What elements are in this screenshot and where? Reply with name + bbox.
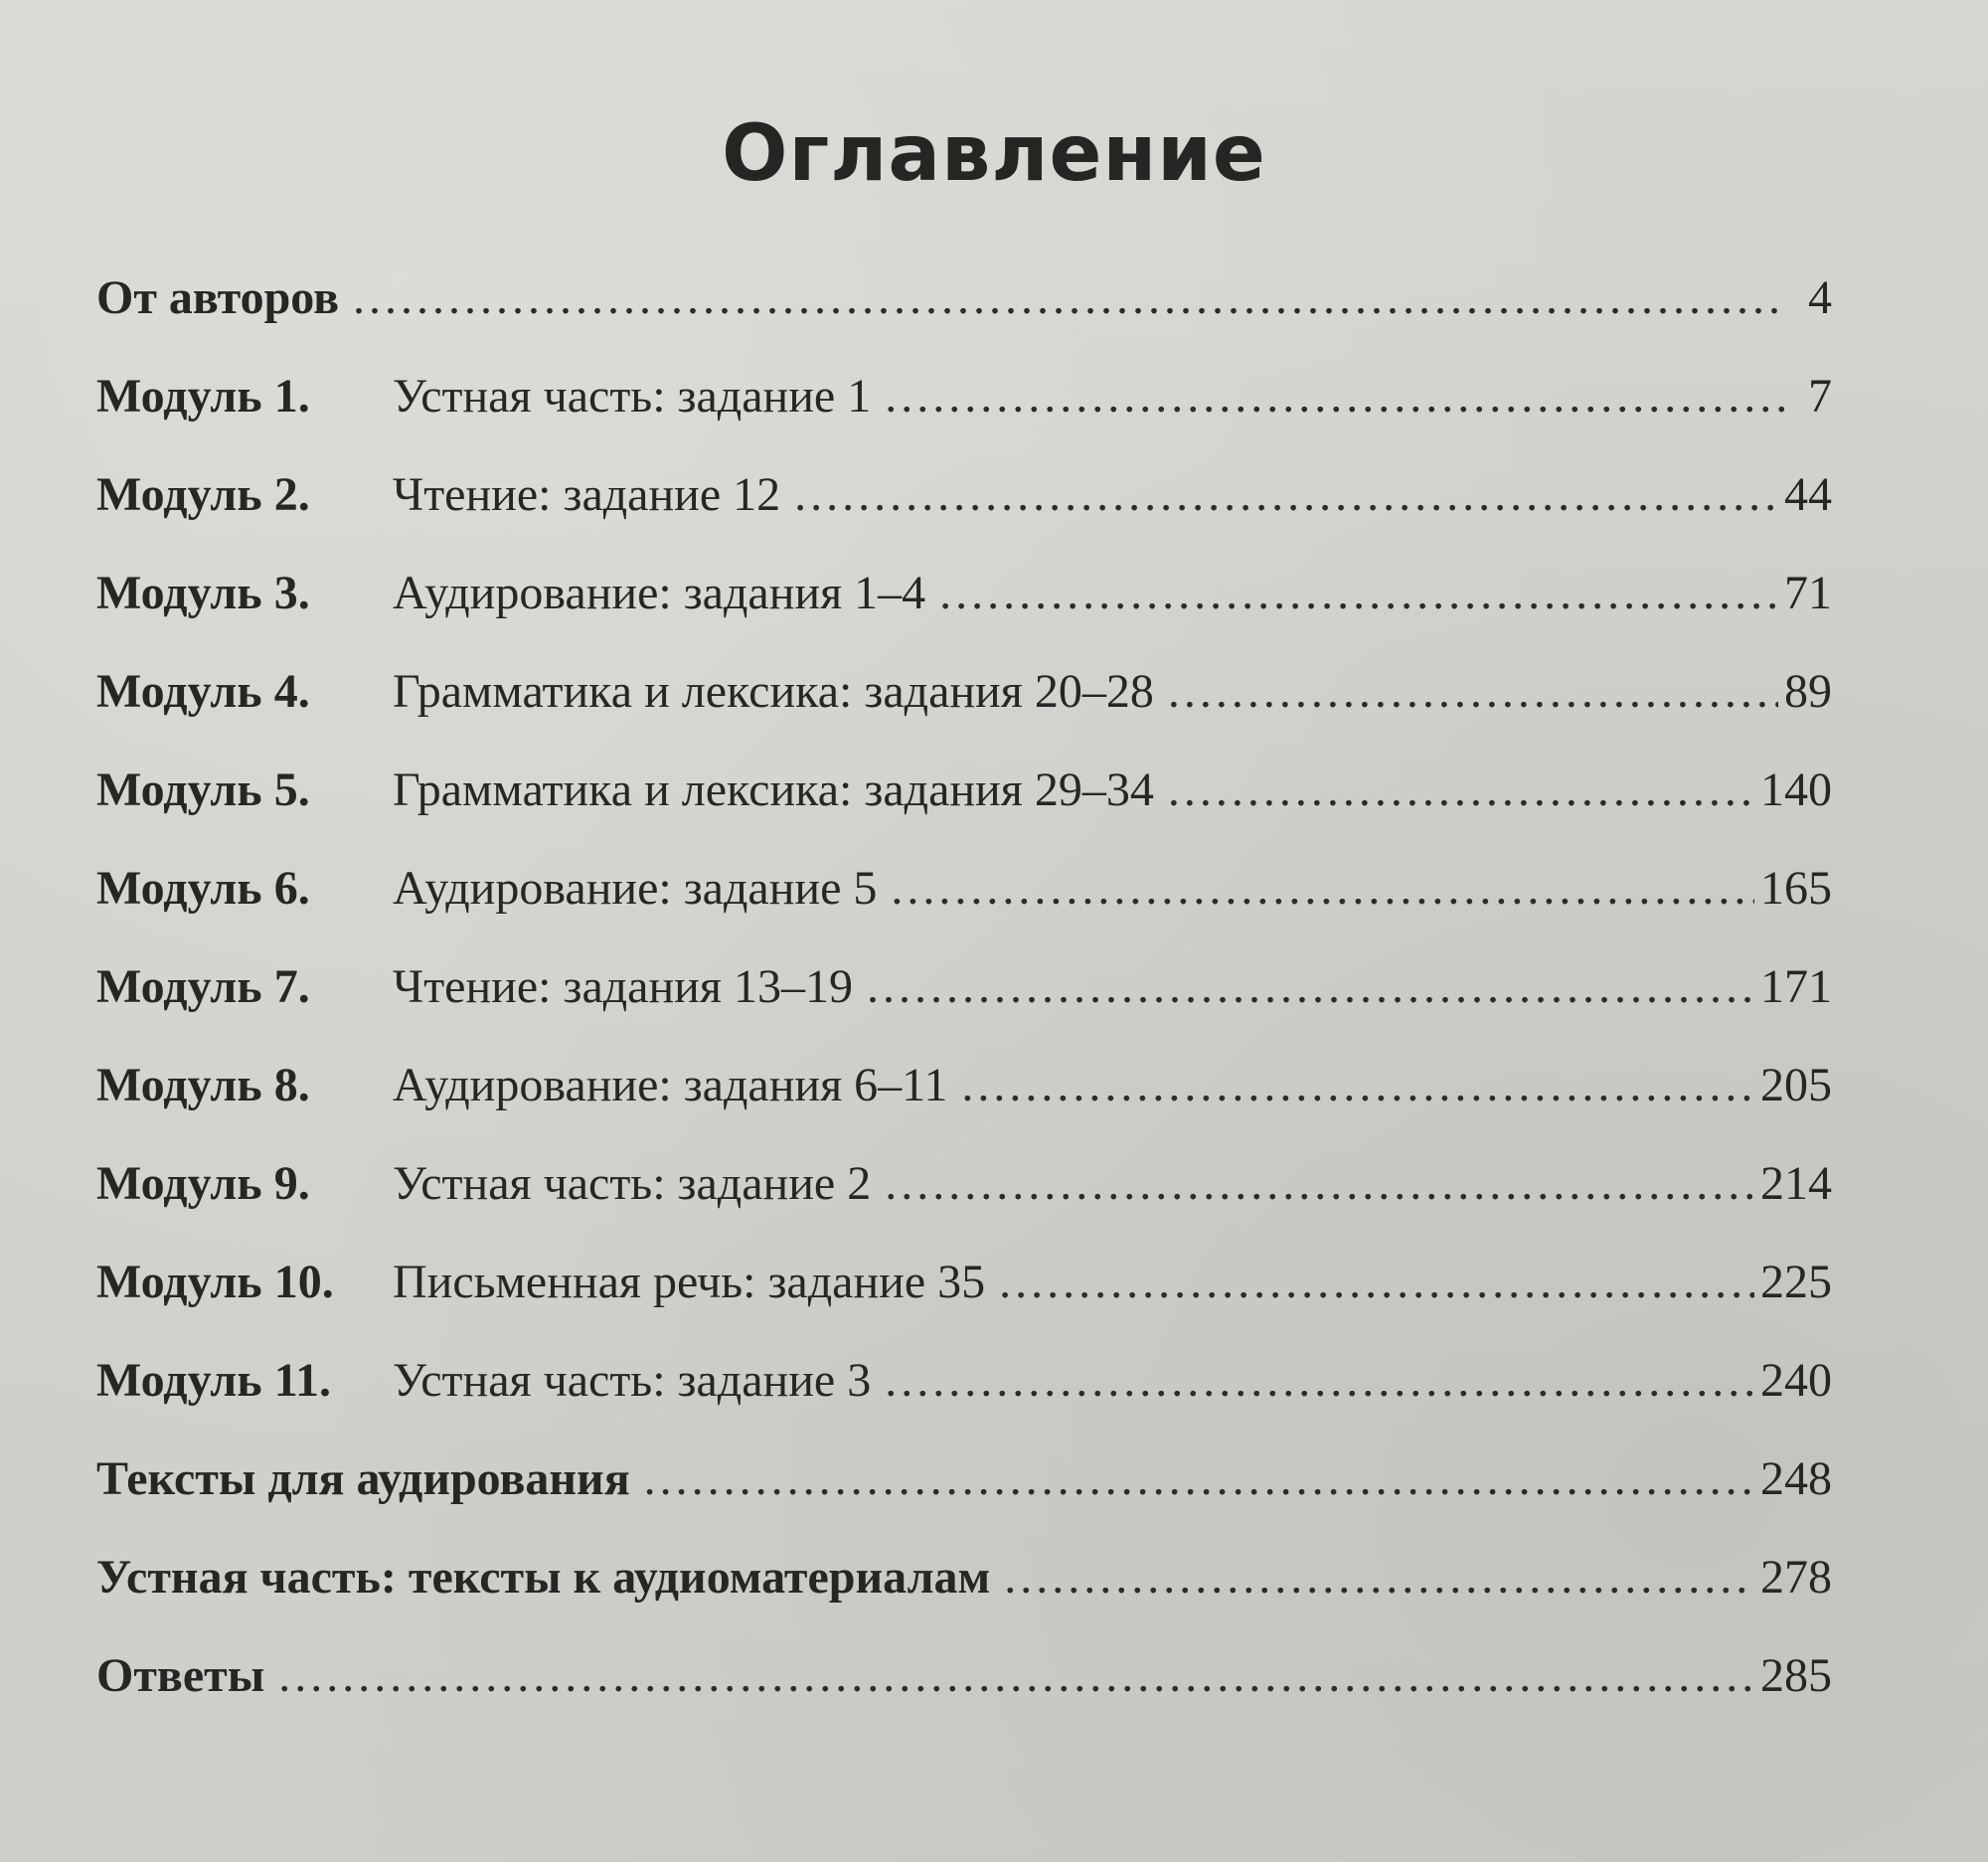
- dot-leader: [999, 1255, 1754, 1309]
- module-topic: Чтение: задания 13–19: [393, 960, 853, 1013]
- toc-entry-module-6[interactable]: [96, 861, 1832, 959]
- module-label: Модуль 2.: [96, 468, 310, 521]
- module-label: Модуль 1.: [96, 370, 310, 423]
- module-label: Модуль 4.: [96, 665, 310, 718]
- module-topic: Устная часть: задание 2: [393, 1157, 872, 1210]
- dot-leader: [644, 1451, 1754, 1506]
- toc-entry-module-5[interactable]: [96, 762, 1832, 861]
- dot-leader: [1168, 762, 1754, 817]
- toc-heading: Ответы: [96, 1649, 265, 1702]
- dot-leader: [867, 959, 1754, 1014]
- dot-leader: [353, 270, 1786, 325]
- dot-leader: [278, 1648, 1754, 1703]
- toc-entry-module-8[interactable]: [96, 1058, 1832, 1156]
- dot-leader: [885, 1353, 1754, 1408]
- module-label: Модуль 3.: [96, 567, 310, 619]
- toc-entry-module-11[interactable]: [96, 1353, 1832, 1451]
- page-number: 248: [1760, 1452, 1832, 1505]
- module-label: Модуль 6.: [96, 862, 310, 915]
- dot-leader: [794, 467, 1778, 522]
- page-number: 7: [1808, 370, 1832, 423]
- dot-leader: [1004, 1550, 1754, 1605]
- page-number: 44: [1784, 468, 1832, 521]
- toc-heading: Тексты для аудирования: [96, 1452, 630, 1505]
- page-number: 285: [1760, 1649, 1832, 1702]
- toc-entry-listening-texts[interactable]: [96, 1451, 1832, 1550]
- module-label: Модуль 10.: [96, 1256, 334, 1308]
- toc-entry-answers[interactable]: [96, 1648, 1832, 1747]
- module-topic: Устная часть: задание 1: [393, 370, 872, 423]
- toc-entry-oral-audio-texts[interactable]: [96, 1550, 1832, 1648]
- toc-entry-module-3[interactable]: [96, 566, 1832, 664]
- toc-entry-module-4[interactable]: [96, 664, 1832, 762]
- module-label: Модуль 8.: [96, 1059, 310, 1111]
- module-label: Модуль 9.: [96, 1157, 310, 1210]
- module-topic: Устная часть: задание 3: [393, 1354, 872, 1407]
- dot-leader: [1168, 664, 1778, 719]
- toc-heading: От авторов: [96, 271, 340, 324]
- dot-leader: [961, 1058, 1754, 1112]
- module-topic: Чтение: задание 12: [393, 468, 781, 521]
- page-number: 71: [1784, 567, 1832, 619]
- page-number: 165: [1760, 862, 1832, 915]
- page-number: 214: [1760, 1157, 1832, 1210]
- dot-leader: [885, 369, 1786, 423]
- page-number: 171: [1760, 960, 1832, 1013]
- toc-entry-module-1[interactable]: [96, 369, 1832, 467]
- toc-entry-module-9[interactable]: [96, 1156, 1832, 1255]
- module-topic: Аудирование: задания 6–11: [393, 1059, 948, 1111]
- toc-entry-module-10[interactable]: [96, 1255, 1832, 1353]
- toc-heading: Устная часть: тексты к аудиоматериалам: [96, 1551, 991, 1604]
- module-topic: Аудирование: задания 1–4: [393, 567, 926, 619]
- page-number: 278: [1760, 1551, 1832, 1604]
- page-number: 225: [1760, 1256, 1832, 1308]
- toc-entry-from-authors[interactable]: [96, 270, 1832, 369]
- page-number: 240: [1760, 1354, 1832, 1407]
- module-label: Модуль 5.: [96, 763, 310, 816]
- module-topic: Грамматика и лексика: задания 29–34: [393, 763, 1154, 816]
- table-of-contents: [96, 270, 1832, 1747]
- module-label: Модуль 7.: [96, 960, 310, 1013]
- dot-leader: [939, 566, 1778, 620]
- page-title: Оглавление: [722, 109, 1266, 200]
- toc-entry-module-2[interactable]: [96, 467, 1832, 566]
- toc-entry-module-7[interactable]: [96, 959, 1832, 1058]
- dot-leader: [891, 861, 1754, 916]
- module-topic: Письменная речь: задание 35: [393, 1256, 986, 1308]
- module-topic: Аудирование: задание 5: [393, 862, 878, 915]
- module-topic: Грамматика и лексика: задания 20–28: [393, 665, 1154, 718]
- dot-leader: [885, 1156, 1754, 1211]
- page-number: 140: [1760, 763, 1832, 816]
- page-number: 89: [1784, 665, 1832, 718]
- page-number: 4: [1808, 271, 1832, 324]
- module-label: Модуль 11.: [96, 1354, 332, 1407]
- page-number: 205: [1760, 1059, 1832, 1111]
